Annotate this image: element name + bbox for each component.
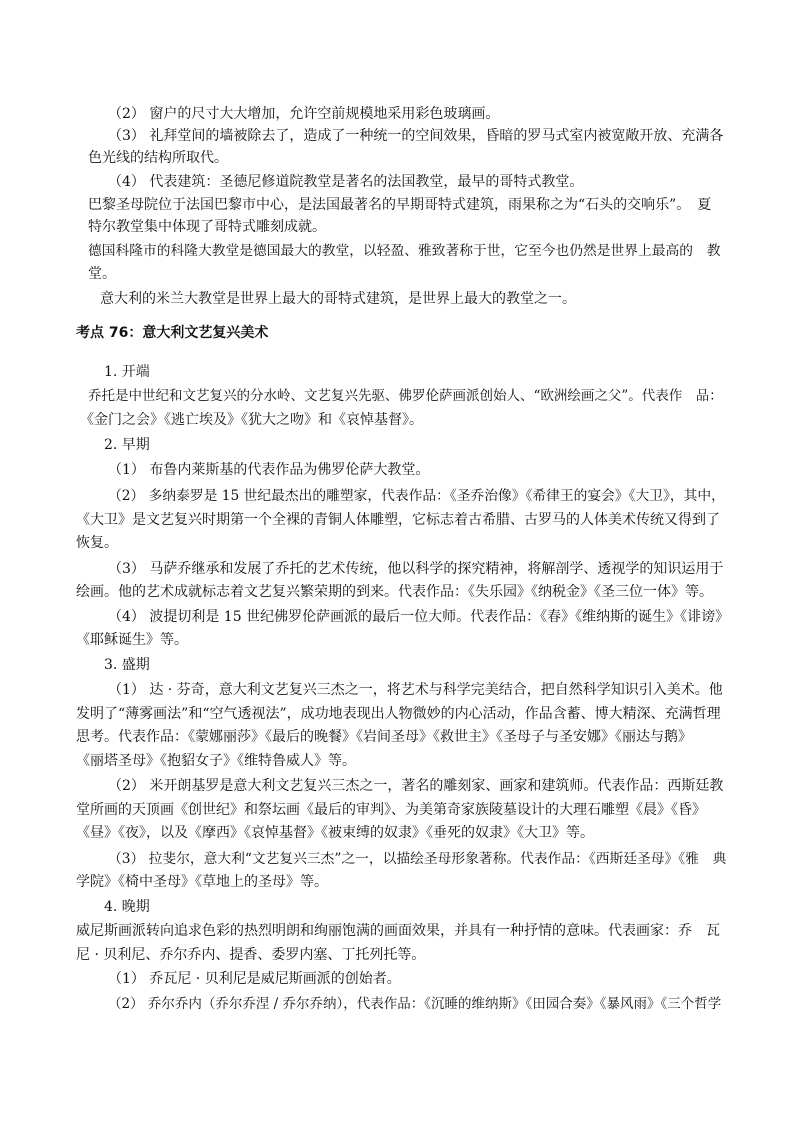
text-line: （2） 乔尔乔内（乔尔乔涅 / 乔尔乔纳），代表作品：《沉睡的维纳斯》《田园合奏》《暴风雨》《三个哲学 xyxy=(108,996,722,1012)
text-line: 德国科隆市的科隆大教堂是德国最大的教堂，以轻盈、雅致著称于世，它至今也仍然是世界上最高的 教 xyxy=(88,243,721,259)
text-line: （3） 马萨乔继承和发展了乔托的艺术传统，他以科学的探究精神，将解剖学、透视学的知识运用于 xyxy=(108,561,724,577)
text-line: （4） 代表建筑：圣德尼修道院教堂是著名的法国教堂，最早的哥特式教堂。 xyxy=(108,174,584,190)
text-line: 堂所画的天顶画《创世纪》和祭坛画《最后的审判》、为美第奇家族陵墓设计的大理石雕塑《晨》《昏》 xyxy=(76,802,706,818)
text-line: 《金门之会》《逃亡埃及》《犹大之吻》和《哀悼基督》。 xyxy=(80,412,423,428)
text-line: （4） 波提切利是 15 世纪佛罗伦萨画派的最后一位大师。代表作品：《春》《维纳斯的诞生》《诽谤》 xyxy=(108,609,730,625)
text-line: 《丽塔圣母》《抱貂女子》《维特鲁威人》等。 xyxy=(76,753,356,769)
text-line: （3） 拉斐尔，意大利“文艺复兴三杰”之一，以描绘圣母形象著称。代表作品：《西斯廷圣母》《雅 典 xyxy=(108,851,727,867)
text-line: 色光线的结构所取代。 xyxy=(88,150,228,166)
text-line: 尼 · 贝利尼、乔尔乔内、提香、委罗内塞、丁托列托等。 xyxy=(76,947,426,963)
text-line: （2） 多纳泰罗是 15 世纪最杰出的雕塑家，代表作品：《圣乔治像》《希律王的宴会》《大卫》，其中， xyxy=(108,488,725,504)
section-heading: 考点 76：意大利文艺复兴美术 xyxy=(76,325,269,341)
text-line: 《大卫》是文艺复兴时期第一个全裸的青铜人体雕塑，它标志着古希腊、古罗马的人体美术传统又得到了 xyxy=(76,512,720,528)
text-line: （1） 乔瓦尼 · 贝利尼是威尼斯画派的创始者。 xyxy=(108,971,401,987)
text-line: 《昼》《夜》，以及《摩西》《哀悼基督》《被束缚的奴隶》《垂死的奴隶》《大卫》等。 xyxy=(76,825,594,841)
text-line: 学院》《椅中圣母》《草地上的圣母》等。 xyxy=(76,874,328,890)
text-line: （1） 布鲁内莱斯基的代表作品为佛罗伦萨大教堂。 xyxy=(108,462,430,478)
subsection-heading: 4. 晚期 xyxy=(104,899,150,915)
text-line: 《耶稣诞生》等。 xyxy=(76,632,188,648)
text-line: 堂。 xyxy=(88,266,116,282)
text-line: 发明了“薄雾画法”和“空气透视法”，成功地表现出人物微妙的内心活动，作品含蓄、博大精深、充满哲理 xyxy=(76,706,721,722)
text-line: 巴黎圣母院位于法国巴黎市中心，是法国最著名的早期哥特式建筑，雨果称之为“石头的交响乐”。 夏 xyxy=(88,197,712,213)
text-line: 乔托是中世纪和文艺复兴的分水岭、文艺复兴先驱、佛罗伦萨画派创始人、“欧洲绘画之父”。代表作 品： xyxy=(88,388,723,404)
text-line: （2） 窗户的尺寸大大增加，允许空前规模地采用彩色玻璃画。 xyxy=(108,106,500,122)
text-line: 恢复。 xyxy=(76,535,118,551)
text-line: （2） 米开朗基罗是意大利文艺复兴三杰之一，著名的雕刻家、画家和建筑师。代表作品：西斯廷教 xyxy=(108,778,724,794)
subsection-heading: 1. 开端 xyxy=(104,364,150,380)
text-line: 特尔教堂集中体现了哥特式雕刻成就。 xyxy=(88,219,326,235)
text-line: 威尼斯画派转向追求色彩的热烈明朗和绚丽饱满的画面效果，并具有一种抒情的意味。代表画家：乔 瓦 xyxy=(76,923,720,939)
subsection-heading: 2. 早期 xyxy=(104,437,150,453)
text-line: 意大利的米兰大教堂是世界上最大的哥特式建筑，是世界上最大的教堂之一。 xyxy=(100,291,576,307)
subsection-heading: 3. 盛期 xyxy=(104,657,150,673)
text-line: 绘画。他的艺术成就标志着文艺复兴繁荣期的到来。代表作品：《失乐园》《纳税金》《圣三位一体》等。 xyxy=(76,584,713,600)
text-line: （3） 礼拜堂间的墙被除去了，造成了一种统一的空间效果，昏暗的罗马式室内被宽敞开放、充满各 xyxy=(108,128,724,144)
text-line: （1） 达 · 芬奇，意大利文艺复兴三杰之一，将艺术与科学完美结合，把自然科学知识引入美术。他 xyxy=(108,682,723,698)
text-line: 思考。代表作品：《蒙娜丽莎》《最后的晚餐》《岩间圣母》《救世主》《圣母子与圣安娜》《丽达与鹅》 xyxy=(76,729,692,745)
